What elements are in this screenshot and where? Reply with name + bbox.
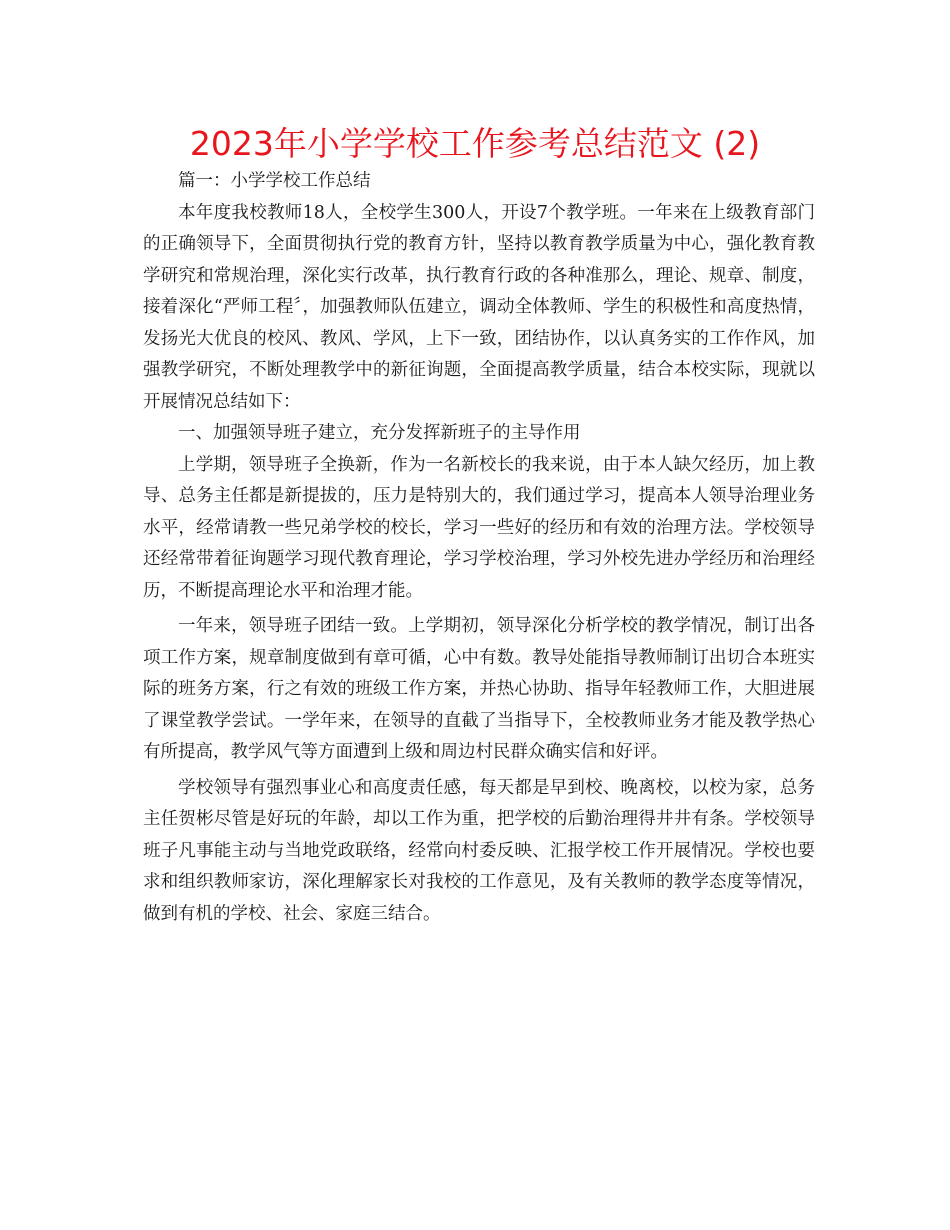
paragraph: 本年度我校教师18人，全校学生300人，开设7个教学班。一年来在上级教育部门的正确领导下，全面贯彻执行党的教育方针，坚持以教育教学质量为中心，强化教育教学研究和常规治理，深化实行改革，执行教育行政的各种准那么，理论、规章、制度，接着深化“严师工程〞，加强教师队伍建立，调动全体教师、学生的积极性和高度热情，发扬光大优良的校风、教风、学风，上下一致，团结协作，以认真务实的工作作风，加强教学研究，不断处理教学中的新征询题，全面提高教学质量，结合本校实际，现就以开展情况总结如下： bbox=[143, 202, 815, 412]
section-heading: 篇一：小学学校工作总结 bbox=[178, 171, 371, 191]
paragraph: 上学期，领导班子全换新，作为一名新校长的我来说，由于本人缺欠经历，加上教导、总务主任都是新提拔的，压力是特别大的，我们通过学习，提高本人领导治理业务水平，经常请教一些兄弟学校的校长，学习一些好的经历和有效的治理方法。学校领导还经常带着征询题学习现代教育理论，学习学校治理，学习外校先进办学经历和治理经历，不断提高理论水平和治理才能。 bbox=[143, 454, 815, 601]
document-title: 2023年小学学校工作参考总结范文 (2) bbox=[189, 124, 761, 163]
paragraph: 学校领导有强烈事业心和高度责任感，每天都是早到校、晚离校，以校为家，总务主任贺彬尽管是好玩的年龄，却以工作为重，把学校的后勤治理得井井有条。学校领导班子凡事能主动与当地党政联络，经常向村委反映、汇报学校工作开展情况。学校也要求和组织教师家访，深化理解家长对我校的工作意见，及有关教师的教学态度等情况，做到有机的学校、社会、家庭三结合。 bbox=[143, 777, 815, 924]
section-heading: 一、加强领导班子建立，充分发挥新班子的主导作用 bbox=[178, 423, 581, 443]
document-body bbox=[143, 166, 815, 930]
paragraph: 一年来，领导班子团结一致。上学期初，领导深化分析学校的教学情况，制订出各项工作方案，规章制度做到有章可循，心中有数。教导处能指导教师制订出切合本班实际的班务方案，行之有效的班级工作方案，并热心协助、指导年轻教师工作，大胆进展了课堂教学尝试。一学年来，在领导的直截了当指导下，全校教师业务才能及教学热心有所提高，教学风气等方面遭到上级和周边村民群众确实信和好评。 bbox=[143, 616, 815, 762]
